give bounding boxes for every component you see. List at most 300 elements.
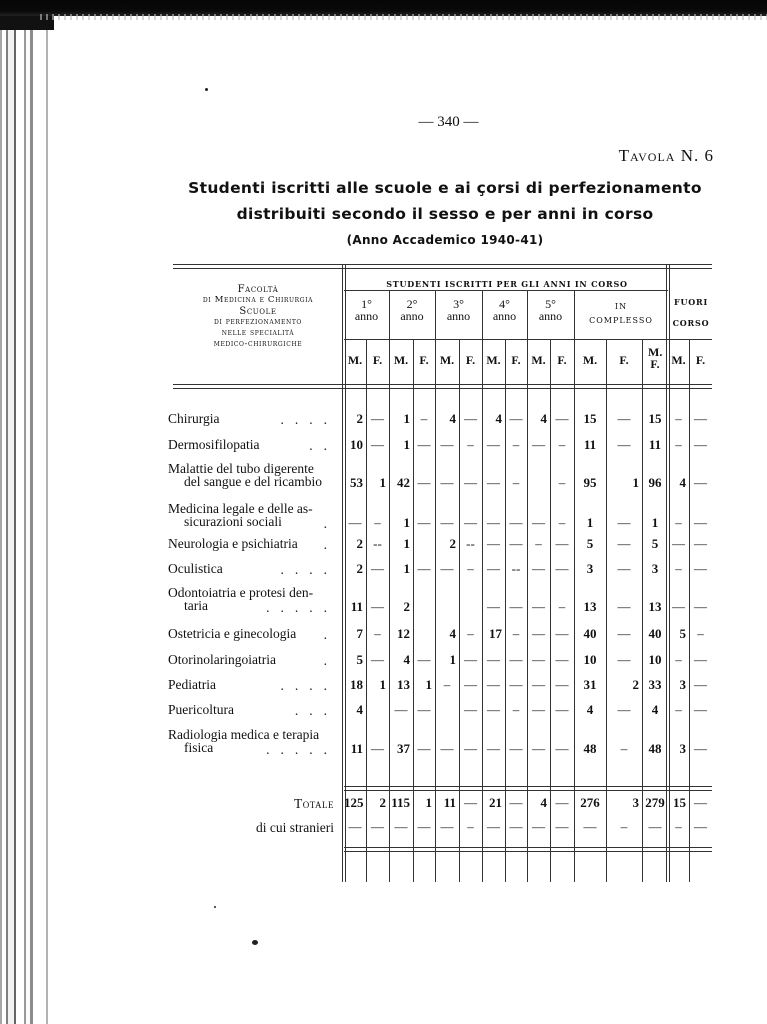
table-cell: 96: [648, 475, 662, 490]
row-label: [168, 438, 338, 452]
table-cell: —: [617, 411, 631, 426]
table-cell: —: [371, 411, 384, 426]
leader-dots: .....: [266, 742, 338, 757]
year-header-bottom: anno: [354, 309, 379, 323]
table-cell: —: [694, 411, 707, 426]
table-cell: —: [487, 475, 500, 490]
table-cell: —: [487, 741, 500, 756]
table-cell: —: [464, 677, 477, 692]
table-cell: 2: [356, 561, 363, 576]
table-cell: 5: [586, 536, 594, 551]
table-id: Tavola N. 6: [618, 146, 714, 165]
group-header-fuori-line: FUORI: [673, 297, 708, 307]
table-cell: —: [440, 819, 454, 834]
statistics-table: [168, 264, 712, 882]
table-cell: —: [487, 515, 500, 530]
table-cell: 4: [356, 702, 363, 717]
table-cell: —: [617, 561, 631, 576]
table-cell: —: [555, 561, 569, 576]
table-cell: –: [467, 437, 474, 452]
sex-column-header: F.: [419, 353, 429, 367]
row-label-line: sicurazioni sociali: [184, 514, 282, 529]
row-label-line: Malattie del tubo digerente: [168, 461, 314, 476]
table-cell: —: [532, 677, 545, 692]
row-label: [168, 562, 338, 576]
sex-column-header: M. F.: [648, 345, 663, 371]
year-header: [344, 298, 389, 322]
table-cell: 1: [586, 515, 594, 530]
table-cell: —: [487, 652, 500, 667]
table-cell: 48: [648, 741, 662, 756]
table-cell: —: [394, 819, 408, 834]
table-cell: 4: [540, 411, 547, 426]
subtitle: (Anno Accademico 1940-41): [346, 233, 544, 247]
table-cell: 1: [403, 411, 410, 426]
table-cell: 10: [583, 652, 597, 667]
table-cell: —: [694, 741, 707, 756]
year-header-top: IN: [614, 302, 628, 311]
table-cell: 18: [350, 677, 363, 692]
title-line-2: distribuiti secondo il sesso e per anni in corso: [236, 205, 654, 223]
foreign-label: di cui stranieri: [256, 820, 334, 835]
table-cell: —: [464, 475, 477, 490]
table-cell: –: [535, 536, 542, 551]
table-cell: 1: [379, 677, 386, 692]
table-cell: —: [694, 677, 707, 692]
table-cell: —: [371, 599, 384, 614]
table-cell: 4: [651, 702, 659, 717]
table-cell: –: [620, 741, 628, 756]
column-rule: [574, 290, 575, 882]
table-cell: 11: [583, 437, 597, 452]
table-cell: 48: [583, 741, 597, 756]
table-cell: 1: [379, 475, 386, 490]
table-cell: –: [675, 515, 682, 530]
table-cell: —: [417, 741, 431, 756]
table-cell: —: [440, 515, 454, 530]
row-header-line: nelle specialità: [221, 328, 295, 338]
table-cell: 2: [403, 599, 410, 614]
leader-dots: .: [323, 653, 338, 668]
table-cell: —: [509, 536, 523, 551]
table-cell: 12: [397, 626, 410, 641]
table-cell: —: [672, 536, 685, 551]
row-label-line: Ostetricia e ginecologia: [168, 626, 297, 641]
year-header: [435, 298, 482, 322]
table-cell: —: [371, 741, 384, 756]
year-header: [482, 298, 527, 322]
row-label-line: Odontoiatria e protesi den-: [168, 585, 314, 600]
year-header-bottom: anno: [492, 309, 517, 323]
table-cell: 1: [425, 677, 432, 692]
column-rule: [435, 290, 436, 882]
table-cell: 279: [645, 795, 665, 810]
table-cell: —: [509, 515, 523, 530]
table-cell: 31: [583, 677, 597, 692]
table-cell: –: [558, 475, 566, 490]
table-cell: 2: [379, 795, 386, 810]
table-cell: 33: [648, 677, 662, 692]
table-cell: 10: [350, 437, 363, 452]
table-cell: —: [348, 819, 362, 834]
table-cell: —: [555, 652, 569, 667]
table-cell: 40: [648, 626, 662, 641]
table-cell: —: [464, 652, 477, 667]
table-cell: —: [555, 626, 569, 641]
year-header-top: 1°: [361, 297, 372, 311]
table-cell: —: [440, 561, 454, 576]
row-label-line: Dermosifilopatia: [168, 437, 260, 452]
table-cell: —: [509, 599, 523, 614]
year-header-top: 2°: [406, 297, 418, 311]
table-cell: 21: [489, 795, 502, 810]
year-header-top: 5°: [545, 297, 556, 311]
table-cell: —: [617, 536, 631, 551]
table-rule: [344, 339, 712, 340]
sex-column-header: M.: [531, 353, 546, 367]
group-header-fuori: [670, 292, 712, 334]
leader-dots: .....: [266, 600, 338, 615]
table-cell: –: [558, 599, 566, 614]
table-cell: 53: [350, 475, 363, 490]
table-cell: —: [532, 561, 545, 576]
table-cell: –: [512, 626, 520, 641]
table-cell: 3: [632, 795, 639, 810]
table-cell: 276: [580, 795, 600, 810]
page-number: — 340 —: [418, 114, 479, 130]
table-cell: —: [487, 599, 500, 614]
row-label-line: Radiologia medica e terapia: [168, 727, 320, 742]
leader-dots: .: [323, 516, 338, 531]
table-cell: —: [694, 702, 707, 717]
header-bottom-rule: [173, 384, 712, 389]
table-cell: 40: [583, 626, 597, 641]
table-cell: 4: [586, 702, 594, 717]
column-rule: [482, 290, 483, 882]
row-label: [168, 586, 338, 614]
table-cell: —: [394, 702, 408, 717]
table-cell: —: [464, 515, 477, 530]
table-cell: –: [467, 561, 474, 576]
row-label-line: Neurologia e psichiatria: [168, 536, 298, 551]
year-header-bottom: anno: [538, 309, 563, 323]
table-cell: 4: [449, 626, 456, 641]
table-cell: 15: [673, 795, 686, 810]
table-cell: —: [417, 437, 431, 452]
row-label: [168, 462, 338, 490]
table-cell: 13: [583, 599, 597, 614]
table-cell: —: [417, 819, 431, 834]
table-cell: 1: [651, 515, 659, 530]
table-cell: 1: [425, 795, 432, 810]
table-cell: 1: [449, 652, 456, 667]
totals-rule: [344, 786, 712, 791]
table-cell: –: [675, 411, 682, 426]
scan-speck: [252, 940, 258, 945]
table-cell: —: [440, 741, 454, 756]
table-cell: —: [487, 437, 500, 452]
table-cell: —: [464, 795, 477, 810]
table-cell: 10: [648, 652, 662, 667]
leader-dots: ....: [280, 562, 338, 577]
table-cell: —: [532, 702, 545, 717]
table-cell: 37: [397, 741, 410, 756]
table-cell: —: [487, 536, 500, 551]
sex-column-header: F.: [619, 353, 629, 367]
table-cell: —: [487, 702, 500, 717]
table-cell: 5: [651, 536, 659, 551]
row-label: [168, 412, 338, 426]
table-cell: 4: [449, 411, 456, 426]
table-cell: —: [617, 437, 631, 452]
table-cell: 5: [356, 652, 363, 667]
table-cell: —: [555, 795, 569, 810]
year-header-bottom: anno: [400, 309, 424, 323]
row-label-line: Pediatria: [168, 677, 216, 692]
table-cell: 4: [540, 795, 547, 810]
table-cell: —: [509, 819, 523, 834]
table-cell: 3: [679, 741, 686, 756]
table-cell: 15: [583, 411, 597, 426]
table-cell: —: [417, 475, 431, 490]
table-cell: —: [617, 515, 631, 530]
table-cell: —: [487, 819, 500, 834]
table-cell: 1: [403, 515, 410, 530]
table-cell: –: [558, 437, 566, 452]
table-cell: —: [694, 819, 707, 834]
table-cell: —: [417, 515, 431, 530]
title-line-1: Studenti iscritti alle scuole e ai çorsi di perfezionamento: [188, 179, 702, 197]
table-cell: —: [617, 652, 631, 667]
table-cell: 3: [651, 561, 659, 576]
table-cell: —: [694, 561, 707, 576]
row-label-line: fisica: [184, 740, 214, 755]
table-cell: –: [675, 819, 682, 834]
table-cell: —: [371, 561, 384, 576]
table-cell: —: [487, 561, 500, 576]
table-cell: 4: [403, 652, 410, 667]
table-cell: —: [487, 677, 500, 692]
scan-speck: [205, 88, 208, 91]
table-cell: 1: [403, 536, 410, 551]
row-label: [168, 653, 338, 667]
foreign-bottom-rule: [344, 847, 712, 852]
table-cell: —: [694, 599, 707, 614]
table-cell: –: [675, 561, 682, 576]
leader-dots: ..: [309, 438, 338, 453]
table-cell: 11: [350, 741, 363, 756]
table-cell: —: [464, 411, 477, 426]
table-cell: –: [675, 437, 682, 452]
year-header-bottom: anno: [446, 309, 471, 323]
table-cell: —: [532, 515, 545, 530]
group-header-main: STUDENTI ISCRITTI PER GLI ANNI IN CORSO: [386, 279, 628, 289]
table-cell: 15: [648, 411, 662, 426]
sex-column-header: M.: [582, 353, 598, 367]
table-cell: 11: [350, 599, 363, 614]
table-cell: –: [512, 702, 520, 717]
table-cell: –: [467, 819, 474, 834]
sex-column-header: F.: [465, 353, 476, 367]
table-cell: 4: [495, 411, 502, 426]
table-cell: –: [512, 475, 520, 490]
year-header: [574, 300, 668, 328]
table-cell: —: [694, 437, 707, 452]
row-label: [168, 703, 338, 717]
table-cell: —: [532, 819, 545, 834]
year-header-top: 4°: [499, 297, 510, 311]
table-cell: 2: [632, 677, 639, 692]
table-cell: —: [648, 819, 662, 834]
row-header-line: di perfezionamento: [214, 317, 302, 327]
table-cell: --: [373, 536, 382, 551]
table-cell: —: [509, 411, 523, 426]
table-cell: —: [555, 741, 569, 756]
table-cell: 5: [679, 626, 686, 641]
table-cell: —: [672, 599, 685, 614]
group-header-fuori-line: CORSO: [672, 318, 710, 328]
table-cell: 11: [648, 437, 662, 452]
sex-column-header: F.: [511, 353, 521, 367]
table-cell: —: [440, 475, 454, 490]
sex-column-header: F.: [372, 353, 383, 367]
sex-column-header: M.: [486, 353, 501, 367]
table-cell: —: [694, 515, 707, 530]
table-cell: --: [466, 536, 475, 551]
table-cell: –: [420, 411, 428, 426]
table-cell: –: [558, 515, 566, 530]
table-cell: –: [443, 677, 451, 692]
table-cell: 1: [403, 561, 410, 576]
table-cell: —: [371, 437, 384, 452]
table-cell: 7: [356, 626, 363, 641]
table-cell: –: [675, 702, 682, 717]
table-cell: —: [509, 741, 523, 756]
table-cell: —: [617, 702, 631, 717]
table-cell: --: [511, 561, 521, 576]
table-cell: –: [697, 626, 704, 641]
row-label-line: Medicina legale e delle as-: [168, 501, 313, 516]
table-cell: 115: [391, 795, 410, 810]
row-header-line: medico-chirurgiche: [213, 339, 303, 349]
table-cell: —: [464, 741, 477, 756]
table-cell: 1: [403, 437, 410, 452]
table-cell: 4: [679, 475, 686, 490]
leader-dots: ....: [280, 412, 338, 427]
sex-column-header: M.: [439, 353, 455, 367]
year-header: [389, 298, 435, 322]
row-header-line: Facoltà: [237, 284, 279, 295]
sex-column-header: M.: [347, 353, 363, 367]
column-rule: [389, 290, 390, 882]
table-cell: 2: [449, 536, 456, 551]
table-cell: 2: [356, 536, 363, 551]
scan-speck: [214, 906, 216, 908]
table-cell: –: [620, 819, 628, 834]
table-cell: —: [532, 599, 545, 614]
table-cell: 11: [443, 795, 456, 810]
table-cell: —: [694, 652, 707, 667]
row-label: [168, 537, 338, 551]
row-label-line: Puericoltura: [168, 702, 234, 717]
table-cell: —: [532, 437, 545, 452]
row-label: [168, 728, 338, 756]
leader-dots: .: [323, 627, 338, 642]
scan-top-edge: [0, 0, 767, 16]
table-cell: —: [417, 652, 431, 667]
row-header-line: di Medicina e Chirurgia: [202, 295, 314, 305]
table-cell: —: [509, 677, 523, 692]
table-cell: 2: [356, 411, 363, 426]
year-header-bottom: COMPLESSO: [589, 316, 653, 325]
table-cell: 95: [583, 475, 597, 490]
table-cell: —: [417, 561, 431, 576]
table-cell: –: [512, 437, 520, 452]
sex-column-header: M.: [671, 353, 686, 367]
row-header-line: Scuole: [239, 306, 277, 317]
table-cell: —: [694, 795, 707, 810]
table-cell: —: [694, 536, 707, 551]
row-label-line: Oculistica: [168, 561, 223, 576]
row-label-line: Chirurgia: [168, 411, 220, 426]
table-cell: –: [467, 626, 474, 641]
leader-dots: ....: [280, 678, 338, 693]
leader-dots: ...: [294, 703, 338, 718]
row-label: [168, 502, 338, 530]
table-cell: —: [617, 626, 631, 641]
table-cell: —: [532, 626, 545, 641]
row-label: [168, 627, 338, 641]
sex-column-header: F.: [695, 353, 706, 367]
column-rule: [527, 290, 528, 882]
table-cell: 13: [648, 599, 662, 614]
table-cell: —: [371, 819, 384, 834]
table-cell: —: [555, 411, 569, 426]
row-label-line: del sangue e del ricambio: [184, 474, 322, 489]
binding-spine-scan: [0, 0, 54, 1024]
table-cell: —: [417, 702, 431, 717]
row-header: [173, 284, 343, 350]
table-cell: 3: [679, 677, 686, 692]
totals-label: Totale: [293, 796, 334, 811]
table-cell: 1: [632, 475, 639, 490]
table-cell: —: [348, 515, 362, 530]
table-cell: —: [583, 819, 597, 834]
row-label-line: Otorinolaringoiatria: [168, 652, 276, 667]
table-cell: —: [555, 702, 569, 717]
table-cell: —: [555, 677, 569, 692]
leader-dots: .: [323, 537, 338, 552]
table-cell: —: [532, 652, 545, 667]
year-header: [527, 298, 574, 322]
table-top-rule: [173, 264, 712, 269]
table-cell: —: [694, 475, 707, 490]
table-cell: —: [617, 599, 631, 614]
table-cell: —: [371, 652, 384, 667]
year-header-top: 3°: [453, 297, 464, 311]
table-cell: —: [555, 819, 569, 834]
table-cell: 42: [397, 475, 410, 490]
table-cell: 3: [586, 561, 594, 576]
table-cell: 13: [397, 677, 410, 692]
table-cell: —: [509, 652, 523, 667]
row-label: [168, 678, 338, 692]
sex-column-header: F.: [557, 353, 567, 367]
table-cell: —: [509, 795, 523, 810]
table-cell: –: [374, 626, 381, 641]
table-rule: [344, 290, 668, 291]
row-label-line: taria: [184, 598, 208, 613]
